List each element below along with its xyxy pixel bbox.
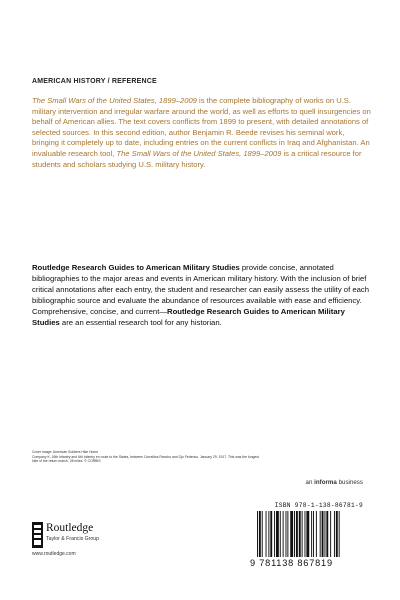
- series-description: [32, 262, 372, 328]
- description-text-2: is a critical resource for students and scholars studying U.S. military history.: [32, 148, 362, 169]
- book-title: The Small Wars of the United States, 1899–2009: [32, 96, 197, 105]
- series-name-repeat: Routledge Research Guides to American Military Studies: [32, 307, 345, 327]
- series-name: Routledge Research Guides to American Military Studies: [32, 263, 240, 272]
- credit-line-3: hike of the return march, 28 miles. © CORBIS: [32, 459, 101, 464]
- routledge-logo-icon: [32, 522, 43, 548]
- series-text-2: are an essential research tool for any historian.: [59, 318, 222, 327]
- publisher-url: www.routledge.com: [32, 551, 76, 557]
- series-text-1: provide concise, annotated bibliographies to the major areas and events in American military history. With the inclusion of brief critical annotations after each entry, the student and researcher can easily assess the utility of each bibliographic source and evaluate the abundance of resources available with ease and efficiency. Comprehensive, concise, and current—: [32, 263, 370, 316]
- publisher-group: Taylor & Francis Group: [46, 536, 100, 542]
- category-label: AMERICAN HISTORY / REFERENCE: [32, 78, 157, 85]
- barcode-digits: 9 781138 867819: [250, 558, 333, 568]
- publisher-block: [32, 522, 172, 562]
- credit-line-1: Cover image: American Soldiers Hike Home: [32, 450, 99, 454]
- cover-image-credit: [32, 450, 372, 464]
- book-title-repeat: The Small Wars of the United States, 1899–2009: [116, 148, 282, 158]
- credit-line-2: Company K, 16th Infantry and 6th Infantry en route to the States, between Corralitos Rancho and Ojo Federico, January 29, 1917. This was the longest: [32, 454, 259, 459]
- publisher-name: Routledge: [46, 522, 94, 534]
- book-description: [32, 96, 372, 170]
- isbn-label: ISBN 978-1-138-86781-9: [274, 502, 363, 509]
- informa-business-tagline: an informa business: [305, 479, 363, 486]
- description-text-1: is the complete bibliography of works on U.S. military intervention and irregular warfare around the world, as well as efforts to quell insurgencies on behalf of American allies. The text covers conflicts from 1899 to present, with detailed annotations of selected sources. In this second edition, author Benjamin R. Beede revises his seminal work, bringing it completely up to date, including entries on the current conflicts in Iraq and Afghanistan. An invaluable research tool,: [32, 96, 371, 158]
- informa-brand: informa: [314, 479, 337, 486]
- isbn-barcode: [256, 511, 368, 557]
